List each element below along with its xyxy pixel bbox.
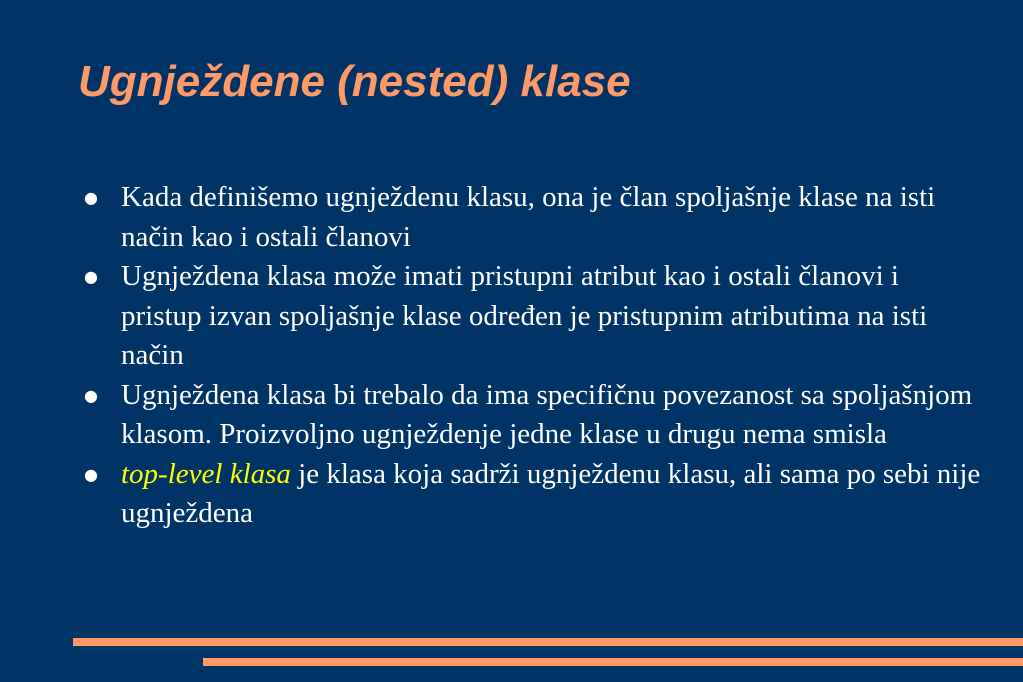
bullet-dot-icon: ● <box>84 188 98 207</box>
decorative-rule-top <box>73 638 1023 646</box>
bullet-text: Ugnježdena klasa bi trebalo da ima specifičnu povezanost sa spoljašnjom klasom. Proizvoljno ugnježdenje jedne klase u drugu nema smisla <box>121 378 973 450</box>
bullet-dot-icon: ● <box>84 267 98 286</box>
bullet-text: Kada definišemo ugnježdenu klasu, ona je član spoljašnje klase na isti način kao i ostali članovi <box>121 181 936 253</box>
slide-title: Ugnježdene (nested) klase <box>78 57 631 106</box>
bullet-list <box>84 178 984 534</box>
bullet-item <box>84 455 984 534</box>
bullet-dot-icon: ● <box>84 464 98 484</box>
decorative-rule-bottom <box>203 658 1023 666</box>
bullet-text: Ugnježdena klasa može imati pristupni atribut kao i ostali članovi i pristup izvan spoljašnje klase određen je pristupnim atributima na isti način <box>121 260 928 371</box>
highlighted-term: top-level klasa <box>121 457 291 490</box>
bullet-item <box>84 257 984 376</box>
bullet-item <box>84 376 984 455</box>
bullet-text: je klasa koja sadrži ugnježdenu klasu, ali sama po sebi nije ugnježdena <box>121 457 981 529</box>
bullet-dot-icon: ● <box>84 385 98 405</box>
bullet-item <box>84 178 984 257</box>
